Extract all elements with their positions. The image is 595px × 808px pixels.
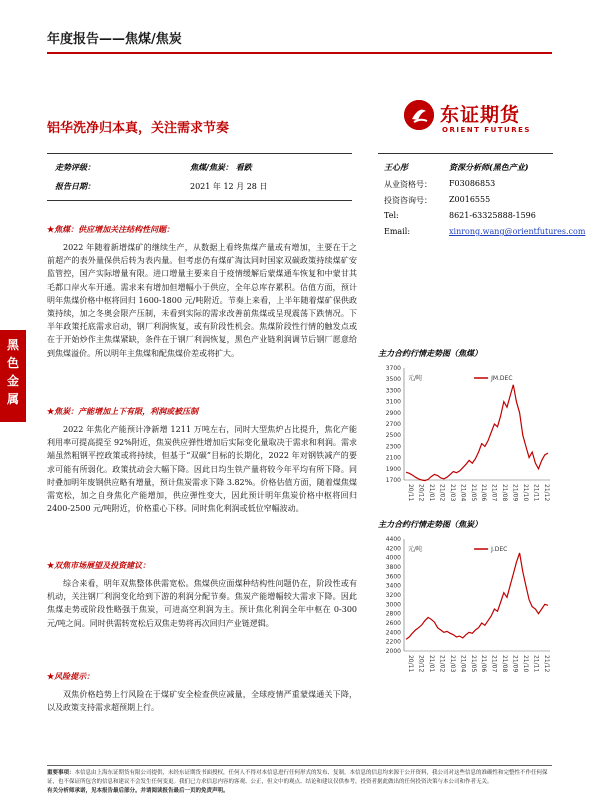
cert-label: 从业资格号：	[384, 180, 432, 189]
x-tick-label: 21/09	[511, 484, 519, 502]
logo-mark-icon	[404, 100, 434, 130]
y-tick-label: 3100	[385, 398, 401, 406]
star-icon: ★	[47, 560, 55, 570]
disclaimer-text: 本信息由上海东证期货有限公司提供，未经东证期货书面授权，任何人不得对本信息进行任何形式的发布、复制。本信息的信息均来源于公开资料，我公司对这些信息的准确性和完整性不作任何保证，也不保证所包含的信息和建议不会发生任何变更。我们已力求信息内容的客观、公正，但文中的观点、结论和建议仅供参考，投资者据此做出的任何投资决策与本公司和作者无关。	[47, 770, 548, 785]
sidebar-char: 金	[6, 374, 19, 388]
disclaimer	[47, 769, 552, 796]
star-icon: ★	[47, 224, 55, 234]
date-label: 报告日期：	[55, 181, 95, 191]
x-tick-label: 21/11	[532, 655, 540, 673]
section-title-coking-coal: ★焦煤：供应增加关注结构性问题：	[47, 224, 175, 234]
analyst-role: 资深分析师(黑色产业)	[449, 162, 529, 172]
rating-top-line	[47, 153, 352, 154]
y-tick-label: 2900	[385, 409, 401, 417]
cert-value: F03086853	[449, 179, 496, 188]
y-tick-label: 2800	[385, 610, 401, 618]
y-tick-label: 4200	[385, 545, 401, 553]
section-title-outlook: ★双焦市场展望及投资建议：	[47, 560, 151, 570]
y-tick-label: 2000	[385, 648, 401, 655]
x-tick-label: 21/06	[480, 484, 488, 502]
y-tick-label: 2100	[385, 454, 401, 462]
x-tick-label: 21/02	[438, 484, 446, 502]
x-tick-label: 20/12	[417, 655, 425, 673]
logo-name-cn: 东证期货	[440, 104, 521, 126]
x-tick-label: 21/04	[459, 484, 467, 502]
y-tick-label: 2200	[385, 638, 401, 646]
x-tick-label: 21/12	[542, 484, 550, 502]
y-tick-label: 3600	[385, 573, 401, 581]
chart-title-jm: 主力合约行情走势图（焦煤）	[378, 348, 482, 358]
y-tick-label: 1700	[385, 477, 401, 484]
y-tick-label: 1900	[385, 465, 401, 473]
trend-value: 焦煤/焦炭： 看跌	[190, 162, 252, 172]
x-tick-label: 21/12	[542, 655, 550, 673]
invest-value: Z0016555	[449, 195, 491, 204]
section-title-risk: ★风险提示：	[47, 671, 95, 681]
y-tick-label: 3000	[385, 601, 401, 609]
email-label: Email:	[384, 227, 411, 236]
section-body-risk: 双焦价格趋势上行风险在于煤矿安全检查供应减量，全球疫情严重蒙煤通关下降，以及政策支持需求超预期上行。	[47, 690, 357, 713]
x-tick-label: 21/04	[459, 655, 467, 673]
report-title: 铝华洗净归本真，关注需求节奏	[47, 121, 230, 136]
x-tick-label: 21/05	[469, 655, 477, 673]
date-value: 2021 年 12 月 28 日	[190, 182, 268, 191]
x-tick-label: 21/10	[521, 655, 529, 673]
y-tick-label: 4400	[385, 536, 401, 543]
company-logo	[404, 100, 564, 140]
y-tick-label: 2300	[385, 443, 401, 451]
section-title-coke: ★焦炭：产能增加上下有限，利润或被压制	[47, 406, 199, 416]
star-icon: ★	[47, 406, 55, 416]
header-divider	[47, 52, 552, 54]
y-tick-label: 3500	[385, 376, 401, 384]
x-tick-label: 21/07	[490, 655, 498, 673]
y-axis-unit: 元/吨	[408, 546, 423, 553]
sidebar-char: 黑	[6, 338, 19, 352]
footer-divider	[47, 765, 552, 766]
section-body-coking-coal: 2022 年随着新增煤矿的继续生产，从数据上看终焦煤产量或有增加，主要在于之前超产的表外量保供后转为表内量。但考虑仍有煤矿淘汰同时国家双碳政策持续煤矿安监管控，国产实际增量有限。进口增量主要来自于疫情缓解后蒙煤通车恢复和中蒙甘其毛都口岸火车开通。需求来有增加但增幅小于供应，全年总库存累积。估值方面，预计明年焦煤价格中枢将回归 1600-1800 元/吨附近。节奏上来看，上半年随着煤矿保供政策持续，加之冬奥会限产压制，未看到实际的需求改善前焦煤或呈现震荡下跌情况。下半年政策托底需求启动，钢厂利润恢复，或有阶段性机会。焦煤阶段性行情的触发点或在于开始炒作主焦煤紧缺，条件在于钢厂利润恢复，黑色产业链利润调节后钢厂愿意给到焦煤溢价。所以明年主焦煤和配焦煤价差或将扩大。	[47, 243, 357, 358]
x-tick-label: 20/11	[407, 484, 415, 502]
y-tick-label: 3200	[385, 592, 401, 599]
tel-label: Tel:	[384, 211, 399, 220]
x-tick-label: 20/11	[407, 655, 415, 673]
series-line	[406, 553, 548, 639]
x-tick-label: 21/06	[480, 655, 488, 673]
legend-label: J.DEC	[491, 546, 508, 553]
y-tick-label: 2500	[385, 432, 401, 440]
x-tick-label: 21/08	[501, 655, 509, 673]
x-tick-label: 21/02	[438, 655, 446, 673]
x-tick-label: 21/01	[428, 655, 436, 673]
line-chart-j	[376, 533, 556, 685]
rating-bottom-line	[47, 200, 352, 201]
sidebar-char: 属	[6, 392, 19, 406]
chart-title-j: 主力合约行情走势图（焦炭）	[378, 519, 482, 529]
y-axis-unit: 元/吨	[408, 375, 423, 382]
y-tick-label: 3700	[385, 365, 401, 372]
x-tick-label: 21/10	[521, 484, 529, 502]
category-sidebar	[0, 330, 26, 422]
x-tick-label: 21/05	[469, 484, 477, 502]
x-tick-label: 21/03	[448, 484, 456, 502]
report-type: 年度报告——焦煤/焦炭	[47, 32, 182, 47]
disclaimer-notice: 有关分析师承诺，见本报告最后部分。并请阅读报告最后一页的免责声明。	[47, 788, 229, 794]
y-tick-label: 3300	[385, 387, 401, 395]
x-tick-label: 20/12	[417, 484, 425, 502]
analyst-top-line	[378, 153, 553, 154]
sidebar-char: 色	[6, 356, 19, 370]
x-tick-label: 21/07	[490, 484, 498, 502]
email-link[interactable]: xinrong.wang@orientfutures.com	[449, 227, 586, 236]
section-body-outlook: 综合来看，明年双焦整体供需宽松。焦煤供应面煤种结构性问题仍在，阶段性或有机动，关注钢厂利润变化给到下游的利润分配节奏。焦炭产能增幅较大需求下降。因此焦煤走势或阶段性略强于焦炭，可进高空利润为主。预计焦化利润全年中枢在 0-300 元/吨之间。同时供需转宽松后双焦走势将再次回归产业链逻辑。	[47, 579, 357, 628]
star-icon: ★	[47, 671, 55, 681]
trend-label: 走势评级：	[55, 162, 95, 172]
y-tick-label: 3400	[385, 582, 401, 590]
x-tick-label: 21/11	[532, 484, 540, 502]
x-tick-label: 21/09	[511, 655, 519, 673]
line-chart-jm	[376, 362, 556, 514]
analyst-name: 王心彤	[384, 162, 408, 172]
y-tick-label: 3800	[385, 564, 401, 571]
y-tick-label: 2600	[385, 620, 401, 627]
series-line	[406, 385, 548, 481]
y-tick-label: 2700	[385, 421, 401, 428]
y-tick-label: 4000	[385, 554, 401, 562]
logo-name-en: ORIENT FUTURES	[442, 126, 531, 134]
legend-label: JM.DEC	[491, 375, 513, 382]
tel-value: 8621-63325888-1596	[449, 211, 536, 220]
y-tick-label: 2400	[385, 629, 401, 637]
invest-label: 投资咨询号：	[384, 196, 432, 205]
disclaimer-label: 重要事项：	[47, 770, 75, 776]
section-body-coke: 2022 年焦化产能预计净新增 1211 万吨左右，同时大型焦炉占比提升，焦化产能利用率可提高提至 92%附近，焦炭供应弹性增加后实际变化量取决于需求和利润。需求端虽然粗钢平控政策或将持续，但基于“双碳”目标的长期化，2022 年对钢铁减产的要求可能有所弱化。政策扰动会大幅下降。因此日均生铁产量将较今年平均有所下降。同时叠加明年废钢供应略有增量，预计焦炭需求下降 3.82%。价格估值方面，随着煤焦煤需宽松，加之自身焦化产能增加，供应弹性变大，因此预计明年焦炭价格中枢将回归 2400-2500 元/吨附近，价格重心下移。同时焦化利润或低位窄幅波动。	[47, 425, 357, 514]
x-tick-label: 21/08	[501, 484, 509, 502]
x-tick-label: 21/03	[448, 655, 456, 673]
x-tick-label: 21/01	[428, 484, 436, 502]
